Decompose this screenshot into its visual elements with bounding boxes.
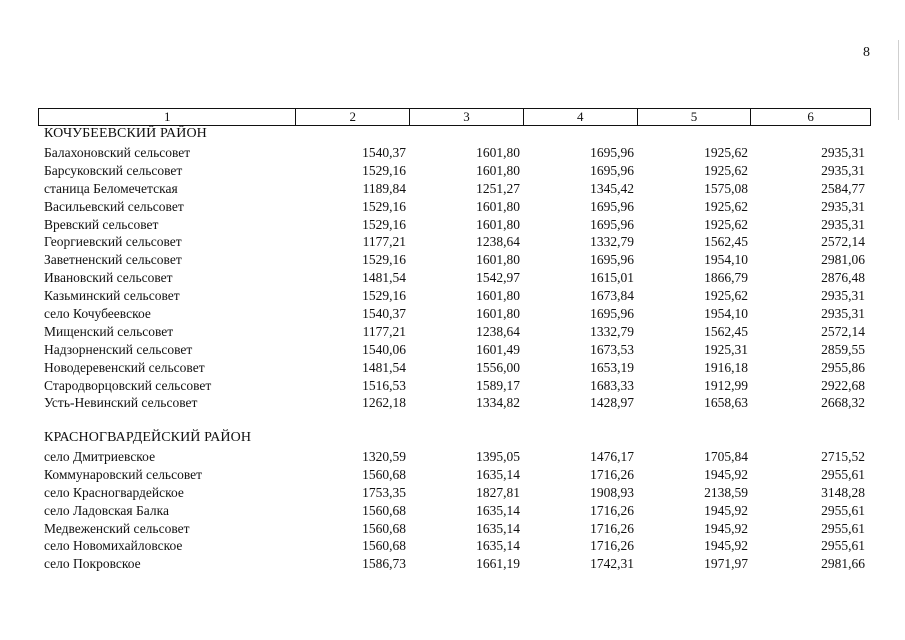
section-rows-kochubeevsky <box>38 144 871 412</box>
row-name: село Ладовская Балка <box>44 502 169 518</box>
cell-col-5: 1945,92 <box>704 538 748 554</box>
cell-col-5: 1916,18 <box>704 359 748 375</box>
cell-col-5: 1945,92 <box>704 520 748 536</box>
cell-col-6: 2935,31 <box>821 198 865 214</box>
cell-col-4: 1332,79 <box>590 323 634 339</box>
table-row <box>38 555 871 573</box>
row-name: Медвеженский сельсовет <box>44 520 190 536</box>
scan-edge-line <box>898 40 899 120</box>
cell-col-6: 2935,31 <box>821 145 865 160</box>
table-row <box>38 305 871 323</box>
cell-col-4: 1476,17 <box>590 449 634 464</box>
cell-col-2: 1586,73 <box>362 556 406 572</box>
cell-col-2: 1189,84 <box>362 180 406 196</box>
section-rows-krasnogvardeisky <box>38 448 871 573</box>
cell-col-5: 1954,10 <box>704 252 748 268</box>
cell-col-6: 2668,32 <box>821 395 865 411</box>
cell-col-3: 1601,80 <box>476 252 520 268</box>
cell-col-5: 1925,62 <box>704 198 748 214</box>
cell-col-2: 1177,21 <box>362 323 406 339</box>
cell-col-2: 1529,16 <box>362 252 406 268</box>
cell-col-6: 3148,28 <box>821 484 865 500</box>
cell-col-3: 1601,80 <box>476 145 520 160</box>
cell-col-3: 1635,14 <box>476 502 520 518</box>
cell-col-3: 1601,80 <box>476 162 520 178</box>
table-row <box>38 269 871 287</box>
table-row <box>38 394 871 412</box>
cell-col-4: 1673,84 <box>590 288 634 304</box>
cell-col-2: 1481,54 <box>362 359 406 375</box>
table-row <box>38 287 871 305</box>
cell-col-6: 2955,61 <box>821 466 865 482</box>
row-name: Казьминский сельсовет <box>44 288 180 304</box>
row-name: Ивановский сельсовет <box>44 270 173 286</box>
row-name: Георгиевский сельсовет <box>44 234 182 250</box>
cell-col-3: 1635,14 <box>476 520 520 536</box>
table-row <box>38 180 871 198</box>
cell-col-4: 1695,96 <box>590 198 634 214</box>
cell-col-4: 1695,96 <box>590 145 634 160</box>
cell-col-5: 1945,92 <box>704 466 748 482</box>
table-row <box>38 144 871 162</box>
table-row <box>38 466 871 484</box>
table-row <box>38 233 871 251</box>
cell-col-4: 1716,26 <box>590 538 634 554</box>
row-name: Надзорненский сельсовет <box>44 341 193 357</box>
cell-col-3: 1601,80 <box>476 306 520 322</box>
cell-col-2: 1262,18 <box>362 395 406 411</box>
row-name: Стародворцовский сельсовет <box>44 377 212 393</box>
cell-col-2: 1177,21 <box>362 234 406 250</box>
cell-col-3: 1556,00 <box>476 359 520 375</box>
cell-col-4: 1653,19 <box>590 359 634 375</box>
cell-col-5: 1945,92 <box>704 502 748 518</box>
section-title-kochubeevsky: КОЧУБЕЕВСКИЙ РАЙОН <box>44 126 207 141</box>
cell-col-2: 1540,06 <box>362 341 406 357</box>
cell-col-3: 1601,49 <box>476 341 520 357</box>
cell-col-2: 1560,68 <box>362 520 406 536</box>
cell-col-2: 1540,37 <box>362 306 406 322</box>
row-name: Балахоновский сельсовет <box>44 145 191 160</box>
table-row <box>38 448 871 466</box>
cell-col-6: 2572,14 <box>821 323 865 339</box>
row-name: Вревский сельсовет <box>44 216 159 232</box>
cell-col-3: 1589,17 <box>476 377 520 393</box>
table-header <box>38 108 871 126</box>
cell-col-5: 1925,31 <box>704 341 748 357</box>
cell-col-5: 1658,63 <box>704 395 748 411</box>
cell-col-3: 1601,80 <box>476 216 520 232</box>
cell-col-4: 1695,96 <box>590 216 634 232</box>
cell-col-4: 1332,79 <box>590 234 634 250</box>
cell-col-6: 2876,48 <box>821 270 865 286</box>
cell-col-2: 1753,35 <box>362 484 406 500</box>
cell-col-4: 1673,53 <box>590 341 634 357</box>
cell-col-2: 1529,16 <box>362 288 406 304</box>
cell-col-4: 1695,96 <box>590 162 634 178</box>
cell-col-4: 1615,01 <box>590 270 634 286</box>
cell-col-6: 2935,31 <box>821 162 865 178</box>
cell-col-6: 2935,31 <box>821 306 865 322</box>
cell-col-5: 1705,84 <box>704 449 748 464</box>
cell-col-2: 1516,53 <box>362 377 406 393</box>
cell-col-3: 1661,19 <box>476 556 520 572</box>
row-name: село Дмитриевское <box>44 449 156 464</box>
table-row <box>38 537 871 555</box>
cell-col-3: 1238,64 <box>476 234 520 250</box>
header-col-6: 6 <box>807 109 814 124</box>
cell-col-5: 1925,62 <box>704 145 748 160</box>
cell-col-2: 1481,54 <box>362 270 406 286</box>
cell-col-4: 1683,33 <box>590 377 634 393</box>
row-name: Барсуковский сельсовет <box>44 162 183 178</box>
cell-col-6: 2572,14 <box>821 234 865 250</box>
table-row <box>38 520 871 538</box>
cell-col-4: 1908,93 <box>590 484 634 500</box>
page-number: 8 <box>863 45 870 60</box>
cell-col-6: 2715,52 <box>821 449 865 464</box>
cell-col-4: 1716,26 <box>590 520 634 536</box>
row-name: станица Беломечетская <box>44 180 178 196</box>
cell-col-5: 1971,97 <box>704 556 748 572</box>
row-name: Заветненский сельсовет <box>44 252 182 268</box>
table-row <box>38 323 871 341</box>
table-row <box>38 502 871 520</box>
row-name: Васильевский сельсовет <box>44 198 184 214</box>
header-col-3: 3 <box>410 109 524 125</box>
table-row <box>38 341 871 359</box>
table-row <box>38 162 871 180</box>
table-row <box>38 216 871 234</box>
cell-col-6: 2935,31 <box>821 288 865 304</box>
cell-col-3: 1395,05 <box>476 449 520 464</box>
cell-col-6: 2955,61 <box>821 502 865 518</box>
cell-col-3: 1334,82 <box>476 395 520 411</box>
cell-col-5: 1954,10 <box>704 306 748 322</box>
cell-col-2: 1540,37 <box>362 145 406 160</box>
cell-col-6: 2981,06 <box>821 252 865 268</box>
cell-col-4: 1742,31 <box>590 556 634 572</box>
cell-col-6: 2935,31 <box>821 216 865 232</box>
cell-col-4: 1345,42 <box>590 180 634 196</box>
cell-col-3: 1601,80 <box>476 198 520 214</box>
header-col-5: 5 <box>638 109 752 125</box>
row-name: село Покровское <box>44 556 141 572</box>
cell-col-4: 1428,97 <box>590 395 634 411</box>
row-name: Усть-Невинский сельсовет <box>44 395 198 411</box>
cell-col-6: 2922,68 <box>821 377 865 393</box>
cell-col-3: 1601,80 <box>476 288 520 304</box>
cell-col-6: 2981,66 <box>821 556 865 572</box>
cell-col-3: 1251,27 <box>476 180 520 196</box>
cell-col-3: 1635,14 <box>476 466 520 482</box>
cell-col-4: 1716,26 <box>590 502 634 518</box>
cell-col-3: 1542,97 <box>476 270 520 286</box>
row-name: село Новомихайловское <box>44 538 183 554</box>
cell-col-6: 2955,61 <box>821 520 865 536</box>
cell-col-3: 1827,81 <box>476 484 520 500</box>
cell-col-5: 1912,99 <box>704 377 748 393</box>
cell-col-4: 1695,96 <box>590 306 634 322</box>
cell-col-2: 1529,16 <box>362 162 406 178</box>
cell-col-6: 2859,55 <box>821 341 865 357</box>
table-row <box>38 359 871 377</box>
row-name: Новодеревенский сельсовет <box>44 359 205 375</box>
row-name: Мищенский сельсовет <box>44 323 174 339</box>
cell-col-2: 1529,16 <box>362 198 406 214</box>
row-name: Коммунаровский сельсовет <box>44 466 203 482</box>
cell-col-2: 1320,59 <box>362 449 406 464</box>
cell-col-5: 1925,62 <box>704 216 748 232</box>
cell-col-5: 2138,59 <box>704 484 748 500</box>
cell-col-6: 2955,61 <box>821 538 865 554</box>
table-row <box>38 251 871 269</box>
table-row <box>38 484 871 502</box>
cell-col-5: 1925,62 <box>704 162 748 178</box>
cell-col-4: 1695,96 <box>590 252 634 268</box>
cell-col-2: 1529,16 <box>362 216 406 232</box>
cell-col-2: 1560,68 <box>362 502 406 518</box>
table-row <box>38 377 871 395</box>
cell-col-6: 2955,86 <box>821 359 865 375</box>
row-name: село Красногвардейское <box>44 484 184 500</box>
section-title-krasnogvardeisky: КРАСНОГВАРДЕЙСКИЙ РАЙОН <box>44 430 252 445</box>
cell-col-5: 1925,62 <box>704 288 748 304</box>
cell-col-5: 1562,45 <box>704 323 748 339</box>
cell-col-5: 1866,79 <box>704 270 748 286</box>
header-col-4: 4 <box>524 109 638 125</box>
cell-col-5: 1562,45 <box>704 234 748 250</box>
table-row <box>38 198 871 216</box>
header-col-1: 1 <box>39 109 296 125</box>
cell-col-4: 1716,26 <box>590 466 634 482</box>
cell-col-5: 1575,08 <box>704 180 748 196</box>
cell-col-6: 2584,77 <box>821 180 865 196</box>
cell-col-3: 1238,64 <box>476 323 520 339</box>
header-col-2: 2 <box>296 109 410 125</box>
cell-col-3: 1635,14 <box>476 538 520 554</box>
cell-col-2: 1560,68 <box>362 538 406 554</box>
cell-col-2: 1560,68 <box>362 466 406 482</box>
row-name: село Кочубеевское <box>44 306 151 322</box>
